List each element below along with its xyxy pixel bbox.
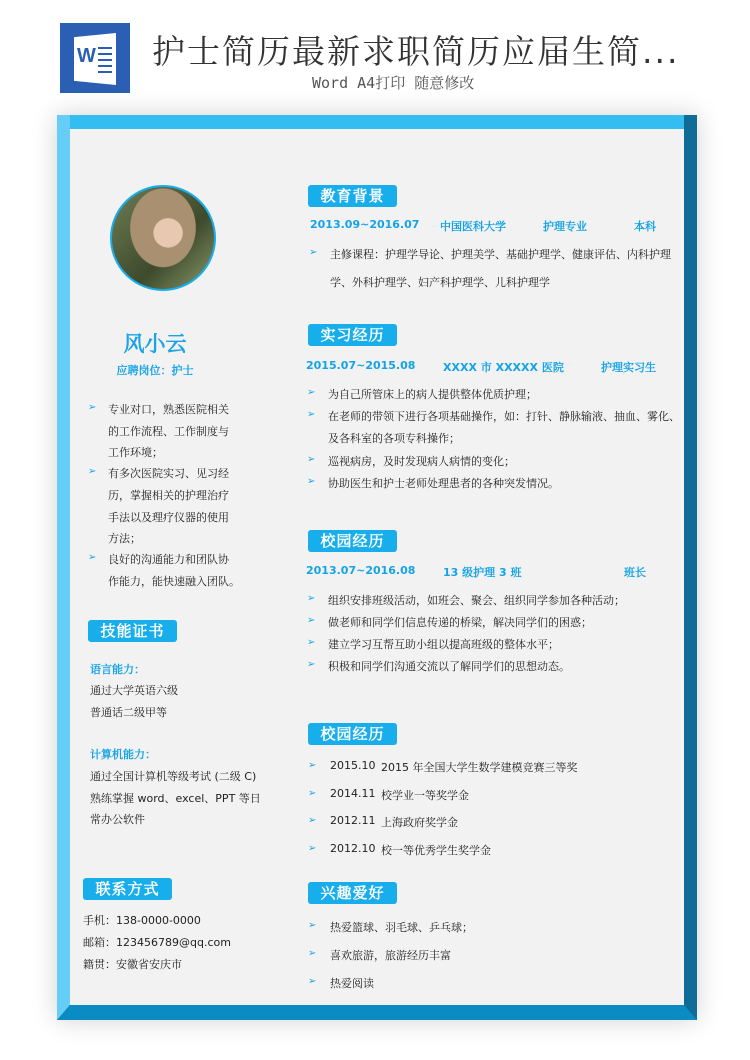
bullet-arrow-icon: ➢ [88, 402, 97, 413]
intern-date: 2015.07~2015.08 [306, 359, 416, 372]
hobby-item: 喜欢旅游，旅游经历丰富 [330, 949, 451, 962]
intern-item: 及各科室的各项专科操作； [328, 432, 460, 445]
campus-item: 积极和同学们沟通交流以了解同学们的思想动态。 [328, 660, 570, 673]
skill-line: 通过大学英语六级 [90, 684, 178, 697]
skill-line: 常办公软件 [90, 813, 145, 826]
contact-line: 籍贯：安徽省安庆市 [83, 958, 182, 971]
document-subtitle: Word A4打印 随意修改 [312, 74, 475, 92]
campus-role: 班长 [624, 566, 646, 579]
bullet-arrow-icon: ➢ [308, 787, 317, 799]
bullet-arrow-icon: ➢ [307, 659, 316, 670]
edu-date: 2013.09~2016.07 [310, 218, 420, 231]
bullet-arrow-icon: ➢ [308, 948, 317, 959]
bullet-arrow-icon: ➢ [307, 637, 316, 648]
document-title: 护士简历最新求职简历应届生简... [152, 32, 680, 71]
position-applied: 应聘岗位：护士 [116, 364, 194, 377]
course-line: 主修课程：护理学导论、护理美学、基础护理学、健康评估、内科护理 [330, 248, 671, 261]
summary-line: 手法以及理疗仪器的使用 [108, 511, 229, 524]
bullet-arrow-icon: ➢ [307, 593, 316, 604]
bullet-arrow-icon: ➢ [308, 842, 317, 854]
campus-item: 组织安排班级活动，如班会、聚会、组织同学参加各种活动； [328, 594, 625, 607]
bullet-arrow-icon: ➢ [308, 815, 317, 826]
award-date: 2012.10 [330, 841, 376, 855]
campus-item: 建立学习互帮互助小组以提高班级的整体水平； [328, 638, 559, 651]
campus-date: 2013.07~2016.08 [306, 564, 416, 577]
language-label: 语言能力： [90, 663, 145, 676]
edu-degree: 本科 [634, 220, 656, 233]
bullet-arrow-icon: ➢ [308, 760, 317, 771]
hobby-item: 热爱篮球、羽毛球、乒乓球； [330, 921, 473, 934]
section-skills-badge: 技能证书 [88, 620, 177, 642]
award-name: 上海政府奖学金 [381, 816, 458, 829]
section-internship-badge: 实习经历 [308, 324, 397, 346]
bullet-arrow-icon: ➢ [307, 615, 316, 626]
award-date: 2012.11 [330, 814, 376, 827]
bullet-arrow-icon: ➢ [308, 976, 317, 987]
bullet-arrow-icon: ➢ [307, 476, 316, 487]
section-education-badge: 教育背景 [308, 185, 397, 207]
bullet-arrow-icon: ➢ [308, 920, 317, 931]
bullet-arrow-icon: ➢ [307, 454, 316, 465]
summary-line: 方法； [108, 532, 141, 545]
bullet-arrow-icon: ➢ [309, 247, 318, 258]
award-name: 2015 年全国大学生数学建模竞赛三等奖 [381, 761, 578, 774]
candidate-name: 风小云 [123, 332, 187, 356]
avatar-photo [110, 185, 216, 291]
skill-line: 通过全国计算机等级考试 (二级 C) [90, 770, 257, 783]
summary-line: 工作环境； [108, 446, 163, 459]
bullet-arrow-icon: ➢ [88, 552, 97, 563]
intern-item: 在老师的带领下进行各项基础操作，如：打针、静脉输液、抽血、雾化、 [328, 410, 680, 423]
hobby-item: 热爱阅读 [330, 977, 374, 990]
summary-line: 历，掌握相关的护理治疗 [108, 489, 229, 502]
edu-school: 中国医科大学 [440, 220, 506, 233]
campus-org: 13 级护理 3 班 [443, 566, 522, 579]
intern-item: 协助医生和护士老师处理患者的各种突发情况。 [328, 477, 559, 490]
section-campus-badge: 校园经历 [308, 530, 397, 552]
summary-line: 有多次医院实习、见习经 [108, 467, 229, 480]
skill-line: 熟练掌握 word、excel、PPT 等日 [90, 791, 261, 805]
contact-line: 手机：138-0000-0000 [83, 914, 201, 927]
intern-item: 巡视病房，及时发现病人病情的变化； [328, 455, 515, 468]
intern-item: 为自己所管床上的病人提供整体优质护理； [328, 388, 537, 401]
section-contact-badge: 联系方式 [83, 878, 172, 900]
bullet-arrow-icon: ➢ [307, 409, 316, 420]
award-date: 2014.11 [330, 786, 376, 800]
award-date: 2015.10 [330, 759, 376, 772]
summary-line: 作能力，能快速融入团队。 [108, 575, 240, 588]
section-awards-badge: 校园经历 [308, 723, 397, 745]
award-name: 校学业一等奖学金 [381, 788, 469, 802]
section-hobbies-badge: 兴趣爱好 [308, 882, 397, 904]
intern-role: 护理实习生 [601, 361, 656, 374]
edu-major: 护理专业 [543, 220, 587, 233]
bullet-arrow-icon: ➢ [88, 466, 97, 477]
contact-line: 邮箱：123456789@qq.com [83, 936, 231, 949]
campus-item: 做老师和同学们信息传递的桥梁，解决同学们的困惑； [328, 616, 592, 629]
award-name: 校一等优秀学生奖学金 [381, 843, 491, 857]
intern-org: XXXX 市 XXXXX 医院 [443, 361, 564, 374]
bullet-arrow-icon: ➢ [307, 387, 316, 398]
summary-line: 专业对口，熟悉医院相关 [108, 403, 229, 416]
computer-label: 计算机能力： [90, 748, 156, 761]
word-icon: W [60, 23, 130, 93]
course-line: 学、外科护理学、妇产科护理学、儿科护理学 [330, 276, 550, 289]
summary-line: 的工作流程、工作制度与 [108, 425, 229, 438]
summary-line: 良好的沟通能力和团队协 [108, 553, 229, 566]
skill-line: 普通话二级甲等 [90, 706, 167, 719]
